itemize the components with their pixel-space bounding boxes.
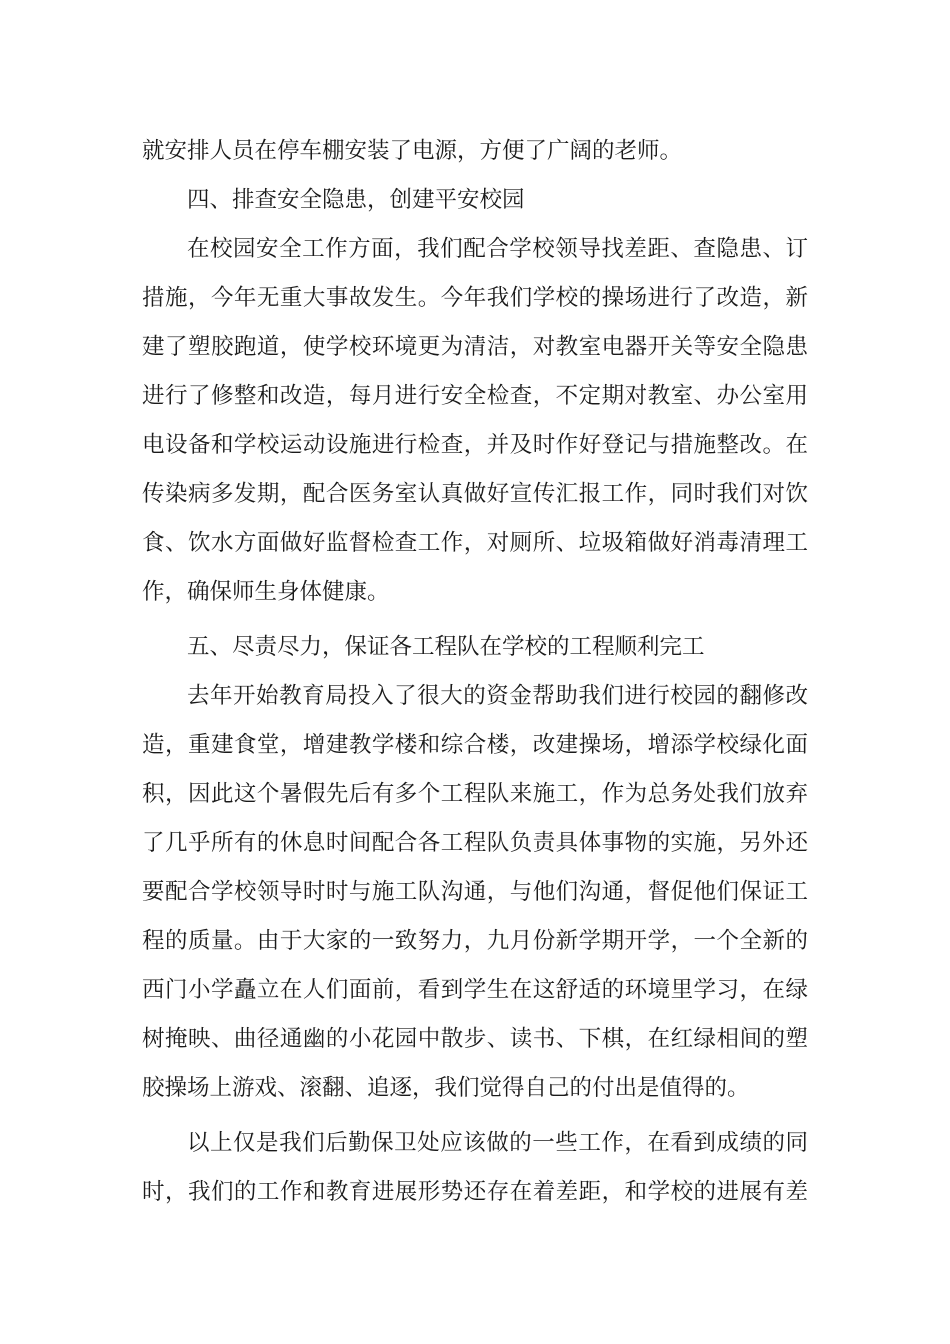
paragraph-line: 程的质量。由于大家的一致努力，九月份新学期开学，一个全新的 — [142, 928, 808, 954]
paragraph-line: 了几乎所有的休息时间配合各工程队负责具体事物的实施，另外还 — [142, 830, 808, 856]
section-heading: 五、尽责尽力，保证各工程队在学校的工程顺利完工 — [187, 634, 705, 660]
paragraph-line: 西门小学矗立在人们面前，看到学生在这舒适的环境里学习，在绿 — [142, 977, 808, 1003]
paragraph-line: 食、饮水方面做好监督检查工作，对厕所、垃圾箱做好消毒清理工 — [142, 530, 808, 556]
paragraph-line: 积，因此这个暑假先后有多个工程队来施工，作为总务处我们放弃 — [142, 781, 808, 807]
paragraph-line: 在校园安全工作方面，我们配合学校领导找差距、查隐患、订 — [187, 236, 808, 262]
paragraph-line: 电设备和学校运动设施进行检查，并及时作好登记与措施整改。在 — [142, 432, 808, 458]
paragraph-line: 建了塑胶跑道，使学校环境更为清洁，对教室电器开关等安全隐患 — [142, 334, 808, 360]
paragraph-line: 要配合学校领导时时与施工队沟通，与他们沟通，督促他们保证工 — [142, 879, 808, 905]
paragraph-line: 以上仅是我们后勤保卫处应该做的一些工作，在看到成绩的同 — [187, 1130, 808, 1156]
paragraph-line: 进行了修整和改造，每月进行安全检查，不定期对教室、办公室用 — [142, 383, 808, 409]
paragraph-line: 胶操场上游戏、滚翻、追逐，我们觉得自己的付出是值得的。 — [142, 1075, 750, 1101]
paragraph-line: 去年开始教育局投入了很大的资金帮助我们进行校园的翻修改 — [187, 683, 808, 709]
paragraph-line: 作，确保师生身体健康。 — [142, 579, 390, 605]
paragraph-line: 措施，今年无重大事故发生。今年我们学校的操场进行了改造，新 — [142, 285, 808, 311]
paragraph-line: 造，重建食堂，增建教学楼和综合楼，改建操场，增添学校绿化面 — [142, 732, 808, 758]
paragraph-line: 就安排人员在停车棚安装了电源，方便了广阔的老师。 — [142, 138, 683, 164]
paragraph-line: 时，我们的工作和教育进展形势还存在着差距，和学校的进展有差 — [142, 1179, 808, 1205]
section-heading: 四、排查安全隐患，创建平安校园 — [187, 187, 525, 213]
paragraph-line: 传染病多发期，配合医务室认真做好宣传汇报工作，同时我们对饮 — [142, 481, 808, 507]
paragraph-line: 树掩映、曲径通幽的小花园中散步、读书、下棋，在红绿相间的塑 — [142, 1026, 808, 1052]
